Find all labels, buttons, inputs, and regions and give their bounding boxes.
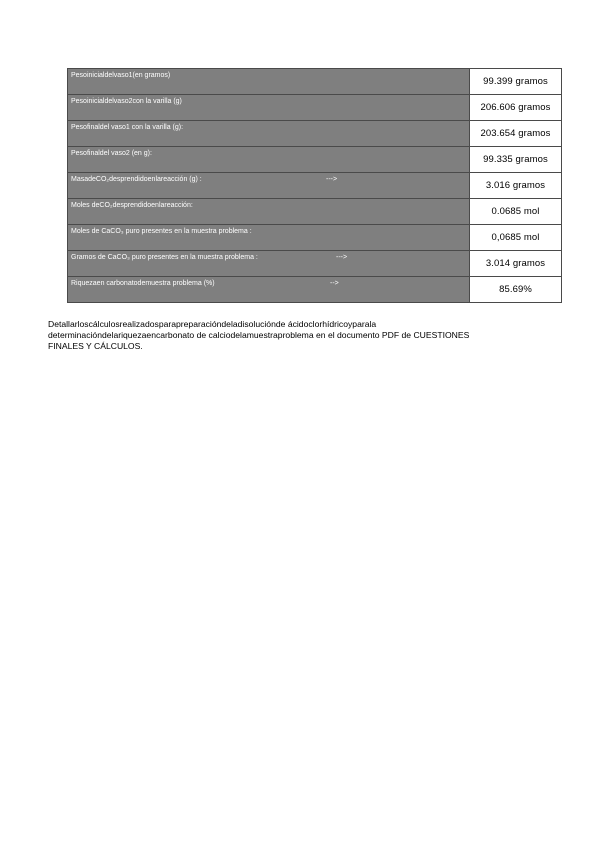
row-label-cell <box>68 69 470 95</box>
row-label: Pesoinicialdelvaso2con la varilla (g) <box>71 98 182 105</box>
row-arrow: --> <box>330 280 339 287</box>
table-row <box>68 95 562 121</box>
row-label: Gramos de CaCO₃ puro presentes en la muestra problema : <box>71 254 258 261</box>
row-label: Moles de CaCO₃ puro presentes en la muestra problema : <box>71 228 252 235</box>
row-label-cell <box>68 277 470 303</box>
row-arrow: ---> <box>326 176 338 183</box>
row-label: Pesofinaldel vaso2 (en g): <box>71 150 152 157</box>
row-value: 3.016 gramos <box>470 173 562 199</box>
row-label: Riquezaen carbonatodemuestra problema (%) <box>71 280 215 287</box>
row-arrow: ---> <box>336 254 348 261</box>
row-value: 85.69% <box>470 277 562 303</box>
row-label-cell <box>68 173 470 199</box>
row-label-cell <box>68 225 470 251</box>
table-row <box>68 121 562 147</box>
row-label: Moles deCO₂desprendidoenlareacción: <box>71 202 193 209</box>
instructions-note <box>48 319 558 352</box>
row-label-cell <box>68 251 470 277</box>
table-row <box>68 69 562 95</box>
table-row <box>68 251 562 277</box>
table-row <box>68 277 562 303</box>
row-label: Pesoinicialdelvaso1(en gramos) <box>71 72 171 79</box>
row-label-cell <box>68 121 470 147</box>
row-value: 206.606 gramos <box>470 95 562 121</box>
table-row <box>68 199 562 225</box>
row-label-cell <box>68 199 470 225</box>
row-value: 203.654 gramos <box>470 121 562 147</box>
row-label-cell <box>68 95 470 121</box>
row-value: 99.399 gramos <box>470 69 562 95</box>
note-line: FINALES Y CÁLCULOS. <box>48 341 143 351</box>
row-label: Pesofinaldel vaso1 con la varilla (g): <box>71 124 184 131</box>
row-label: MasadeCO₂desprendidoenlareacción (g) : <box>71 176 202 183</box>
table-row <box>68 173 562 199</box>
row-value: 3.014 gramos <box>470 251 562 277</box>
row-value: 0.0685 mol <box>470 199 562 225</box>
row-label-cell <box>68 147 470 173</box>
results-table <box>67 68 562 303</box>
note-line: Detallarloscálculosrealizadosparapreparacióndeladisoluciónde ácidoclorhídricoyparala <box>48 319 377 329</box>
row-value: 0,0685 mol <box>470 225 562 251</box>
table-row <box>68 147 562 173</box>
row-value: 99.335 gramos <box>470 147 562 173</box>
note-line: determinacióndelariquezaencarbonato de calciodelamuestraproblema en el documento PDF de CUESTIONES <box>48 330 470 340</box>
table-row <box>68 225 562 251</box>
